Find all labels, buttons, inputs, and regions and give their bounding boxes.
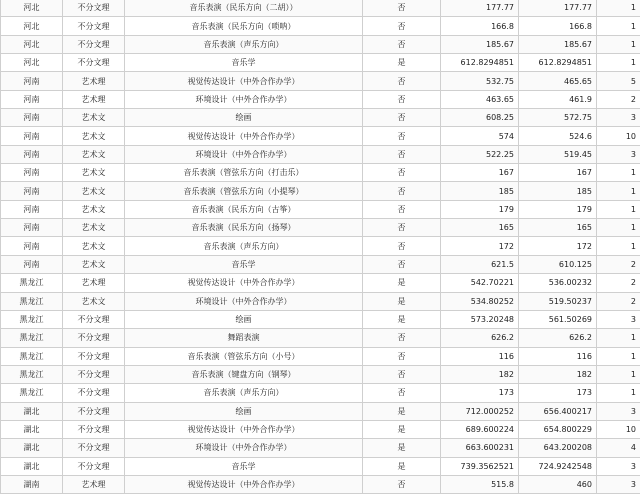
max-score-cell: 532.75 bbox=[441, 72, 519, 90]
table-row bbox=[1, 72, 640, 90]
province-cell: 河南 bbox=[1, 200, 63, 218]
major-cell: 音乐表演（管弦乐方向（打击乐） bbox=[125, 164, 363, 182]
sino-foreign-cell: 否 bbox=[363, 200, 441, 218]
sino-foreign-cell: 否 bbox=[363, 145, 441, 163]
province-cell: 黑龙江 bbox=[1, 365, 63, 383]
subject-type-cell: 不分文理 bbox=[63, 310, 125, 328]
table-row bbox=[1, 384, 640, 402]
min-score-cell: 173 bbox=[519, 384, 597, 402]
subject-type-cell: 艺术文 bbox=[63, 127, 125, 145]
table-row bbox=[1, 255, 640, 273]
min-score-cell: 179 bbox=[519, 200, 597, 218]
table-row bbox=[1, 182, 640, 200]
table-row bbox=[1, 347, 640, 365]
max-score-cell: 712.000252 bbox=[441, 402, 519, 420]
major-cell: 视觉传达设计（中外合作办学） bbox=[125, 127, 363, 145]
sino-foreign-cell: 是 bbox=[363, 54, 441, 72]
province-cell: 河北 bbox=[1, 54, 63, 72]
subject-type-cell: 不分文理 bbox=[63, 17, 125, 35]
subject-type-cell: 不分文理 bbox=[63, 329, 125, 347]
major-cell: 视觉传达设计（中外合作办学） bbox=[125, 420, 363, 438]
table-row bbox=[1, 475, 640, 493]
province-cell: 河南 bbox=[1, 219, 63, 237]
max-score-cell: 182 bbox=[441, 365, 519, 383]
sino-foreign-cell: 否 bbox=[363, 0, 441, 17]
min-score-cell: 185.67 bbox=[519, 35, 597, 53]
max-score-cell: 534.80252 bbox=[441, 292, 519, 310]
admitted-count-cell: 1 bbox=[597, 35, 640, 53]
table-row bbox=[1, 0, 640, 17]
table-row bbox=[1, 457, 640, 475]
table-row bbox=[1, 200, 640, 218]
min-score-cell: 524.6 bbox=[519, 127, 597, 145]
major-cell: 音乐表演（管弦乐方向（小号） bbox=[125, 347, 363, 365]
admitted-count-cell: 3 bbox=[597, 310, 640, 328]
min-score-cell: 116 bbox=[519, 347, 597, 365]
max-score-cell: 185.67 bbox=[441, 35, 519, 53]
min-score-cell: 656.400217 bbox=[519, 402, 597, 420]
sino-foreign-cell: 是 bbox=[363, 439, 441, 457]
subject-type-cell: 艺术理 bbox=[63, 90, 125, 108]
min-score-cell: 185 bbox=[519, 182, 597, 200]
admitted-count-cell: 1 bbox=[597, 0, 640, 17]
subject-type-cell: 艺术文 bbox=[63, 182, 125, 200]
admitted-count-cell: 1 bbox=[597, 347, 640, 365]
sino-foreign-cell: 否 bbox=[363, 329, 441, 347]
max-score-cell: 185 bbox=[441, 182, 519, 200]
major-cell: 音乐学 bbox=[125, 255, 363, 273]
max-score-cell: 612.8294851 bbox=[441, 54, 519, 72]
admitted-count-cell: 2 bbox=[597, 292, 640, 310]
major-cell: 绘画 bbox=[125, 402, 363, 420]
admitted-count-cell: 3 bbox=[597, 402, 640, 420]
table-row bbox=[1, 35, 640, 53]
max-score-cell: 177.77 bbox=[441, 0, 519, 17]
min-score-cell: 167 bbox=[519, 164, 597, 182]
sino-foreign-cell: 否 bbox=[363, 347, 441, 365]
province-cell: 河北 bbox=[1, 35, 63, 53]
table-row bbox=[1, 420, 640, 438]
major-cell: 音乐表演（民乐方向（古筝） bbox=[125, 200, 363, 218]
major-cell: 音乐表演（声乐方向） bbox=[125, 384, 363, 402]
sino-foreign-cell: 否 bbox=[363, 475, 441, 493]
subject-type-cell: 不分文理 bbox=[63, 0, 125, 17]
subject-type-cell: 艺术文 bbox=[63, 292, 125, 310]
major-cell: 环境设计（中外合作办学） bbox=[125, 90, 363, 108]
min-score-cell: 172 bbox=[519, 237, 597, 255]
major-cell: 音乐学 bbox=[125, 54, 363, 72]
admitted-count-cell: 3 bbox=[597, 109, 640, 127]
min-score-cell: 561.50269 bbox=[519, 310, 597, 328]
admitted-count-cell: 1 bbox=[597, 365, 640, 383]
admitted-count-cell: 3 bbox=[597, 145, 640, 163]
sino-foreign-cell: 否 bbox=[363, 72, 441, 90]
subject-type-cell: 艺术文 bbox=[63, 109, 125, 127]
major-cell: 舞蹈表演 bbox=[125, 329, 363, 347]
province-cell: 河南 bbox=[1, 109, 63, 127]
admitted-count-cell: 10 bbox=[597, 127, 640, 145]
major-cell: 视觉传达设计（中外合作办学） bbox=[125, 72, 363, 90]
admitted-count-cell: 1 bbox=[597, 54, 640, 72]
max-score-cell: 689.600224 bbox=[441, 420, 519, 438]
admitted-count-cell: 1 bbox=[597, 237, 640, 255]
major-cell: 视觉传达设计（中外合作办学） bbox=[125, 475, 363, 493]
province-cell: 湖北 bbox=[1, 457, 63, 475]
min-score-cell: 610.125 bbox=[519, 255, 597, 273]
province-cell: 黑龙江 bbox=[1, 310, 63, 328]
province-cell: 河南 bbox=[1, 127, 63, 145]
sino-foreign-cell: 否 bbox=[363, 17, 441, 35]
min-score-cell: 519.45 bbox=[519, 145, 597, 163]
sino-foreign-cell: 否 bbox=[363, 164, 441, 182]
major-cell: 环境设计（中外合作办学） bbox=[125, 145, 363, 163]
table-row bbox=[1, 292, 640, 310]
major-cell: 音乐表演（声乐方向） bbox=[125, 35, 363, 53]
table-row bbox=[1, 329, 640, 347]
max-score-cell: 165 bbox=[441, 219, 519, 237]
admitted-count-cell: 1 bbox=[597, 17, 640, 35]
major-cell: 环境设计（中外合作办学） bbox=[125, 439, 363, 457]
province-cell: 湖北 bbox=[1, 402, 63, 420]
sino-foreign-cell: 是 bbox=[363, 274, 441, 292]
sino-foreign-cell: 否 bbox=[363, 109, 441, 127]
max-score-cell: 574 bbox=[441, 127, 519, 145]
major-cell: 音乐表演（键盘方向（钢琴） bbox=[125, 365, 363, 383]
table-row bbox=[1, 90, 640, 108]
major-cell: 绘画 bbox=[125, 109, 363, 127]
max-score-cell: 621.5 bbox=[441, 255, 519, 273]
sino-foreign-cell: 否 bbox=[363, 384, 441, 402]
max-score-cell: 463.65 bbox=[441, 90, 519, 108]
admitted-count-cell: 3 bbox=[597, 475, 640, 493]
subject-type-cell: 不分文理 bbox=[63, 35, 125, 53]
min-score-cell: 519.50237 bbox=[519, 292, 597, 310]
sino-foreign-cell: 否 bbox=[363, 127, 441, 145]
min-score-cell: 182 bbox=[519, 365, 597, 383]
max-score-cell: 608.25 bbox=[441, 109, 519, 127]
max-score-cell: 739.3562521 bbox=[441, 457, 519, 475]
major-cell: 绘画 bbox=[125, 310, 363, 328]
table-row bbox=[1, 127, 640, 145]
admitted-count-cell: 1 bbox=[597, 164, 640, 182]
province-cell: 河南 bbox=[1, 255, 63, 273]
subject-type-cell: 不分文理 bbox=[63, 384, 125, 402]
admitted-count-cell: 2 bbox=[597, 274, 640, 292]
sino-foreign-cell: 否 bbox=[363, 255, 441, 273]
max-score-cell: 172 bbox=[441, 237, 519, 255]
subject-type-cell: 不分文理 bbox=[63, 54, 125, 72]
table-row bbox=[1, 109, 640, 127]
sino-foreign-cell: 是 bbox=[363, 310, 441, 328]
admitted-count-cell: 1 bbox=[597, 182, 640, 200]
max-score-cell: 663.600231 bbox=[441, 439, 519, 457]
admitted-count-cell: 2 bbox=[597, 255, 640, 273]
min-score-cell: 612.8294851 bbox=[519, 54, 597, 72]
admitted-count-cell: 3 bbox=[597, 457, 640, 475]
max-score-cell: 515.8 bbox=[441, 475, 519, 493]
province-cell: 河南 bbox=[1, 145, 63, 163]
major-cell: 音乐表演（民乐方向（唢呐） bbox=[125, 17, 363, 35]
province-cell: 黑龙江 bbox=[1, 329, 63, 347]
province-cell: 河南 bbox=[1, 237, 63, 255]
subject-type-cell: 艺术理 bbox=[63, 475, 125, 493]
admitted-count-cell: 10 bbox=[597, 420, 640, 438]
table-row bbox=[1, 402, 640, 420]
province-cell: 黑龙江 bbox=[1, 384, 63, 402]
subject-type-cell: 不分文理 bbox=[63, 365, 125, 383]
table-body bbox=[1, 0, 640, 494]
subject-type-cell: 不分文理 bbox=[63, 347, 125, 365]
admitted-count-cell: 5 bbox=[597, 72, 640, 90]
table-row bbox=[1, 237, 640, 255]
province-cell: 湖南 bbox=[1, 475, 63, 493]
province-cell: 黑龙江 bbox=[1, 274, 63, 292]
sino-foreign-cell: 是 bbox=[363, 402, 441, 420]
sino-foreign-cell: 是 bbox=[363, 457, 441, 475]
admitted-count-cell: 1 bbox=[597, 200, 640, 218]
sino-foreign-cell: 否 bbox=[363, 365, 441, 383]
subject-type-cell: 艺术文 bbox=[63, 164, 125, 182]
admitted-count-cell: 4 bbox=[597, 439, 640, 457]
province-cell: 河北 bbox=[1, 17, 63, 35]
table-row bbox=[1, 219, 640, 237]
max-score-cell: 522.25 bbox=[441, 145, 519, 163]
province-cell: 河北 bbox=[1, 0, 63, 17]
subject-type-cell: 不分文理 bbox=[63, 457, 125, 475]
sino-foreign-cell: 否 bbox=[363, 219, 441, 237]
subject-type-cell: 不分文理 bbox=[63, 439, 125, 457]
max-score-cell: 626.2 bbox=[441, 329, 519, 347]
sino-foreign-cell: 否 bbox=[363, 237, 441, 255]
major-cell: 音乐学 bbox=[125, 457, 363, 475]
subject-type-cell: 不分文理 bbox=[63, 420, 125, 438]
max-score-cell: 167 bbox=[441, 164, 519, 182]
major-cell: 音乐表演（声乐方向） bbox=[125, 237, 363, 255]
sino-foreign-cell: 否 bbox=[363, 90, 441, 108]
admitted-count-cell: 2 bbox=[597, 90, 640, 108]
table-row bbox=[1, 274, 640, 292]
province-cell: 黑龙江 bbox=[1, 347, 63, 365]
table-row bbox=[1, 54, 640, 72]
max-score-cell: 116 bbox=[441, 347, 519, 365]
subject-type-cell: 艺术理 bbox=[63, 72, 125, 90]
province-cell: 河南 bbox=[1, 72, 63, 90]
admitted-count-cell: 1 bbox=[597, 384, 640, 402]
major-cell: 音乐表演（民乐方向（扬琴） bbox=[125, 219, 363, 237]
min-score-cell: 461.9 bbox=[519, 90, 597, 108]
min-score-cell: 165 bbox=[519, 219, 597, 237]
province-cell: 湖北 bbox=[1, 420, 63, 438]
max-score-cell: 542.70221 bbox=[441, 274, 519, 292]
max-score-cell: 166.8 bbox=[441, 17, 519, 35]
table-row bbox=[1, 310, 640, 328]
sino-foreign-cell: 是 bbox=[363, 292, 441, 310]
table-row bbox=[1, 17, 640, 35]
min-score-cell: 626.2 bbox=[519, 329, 597, 347]
min-score-cell: 460 bbox=[519, 475, 597, 493]
sino-foreign-cell: 是 bbox=[363, 420, 441, 438]
major-cell: 音乐表演（民乐方向（二胡）） bbox=[125, 0, 363, 17]
subject-type-cell: 艺术理 bbox=[63, 274, 125, 292]
max-score-cell: 573.20248 bbox=[441, 310, 519, 328]
min-score-cell: 654.800229 bbox=[519, 420, 597, 438]
table-row bbox=[1, 164, 640, 182]
max-score-cell: 179 bbox=[441, 200, 519, 218]
min-score-cell: 166.8 bbox=[519, 17, 597, 35]
min-score-cell: 572.75 bbox=[519, 109, 597, 127]
subject-type-cell: 艺术文 bbox=[63, 237, 125, 255]
subject-type-cell: 艺术文 bbox=[63, 219, 125, 237]
province-cell: 河南 bbox=[1, 164, 63, 182]
sino-foreign-cell: 否 bbox=[363, 182, 441, 200]
major-cell: 环境设计（中外合作办学） bbox=[125, 292, 363, 310]
sino-foreign-cell: 否 bbox=[363, 35, 441, 53]
table-row bbox=[1, 365, 640, 383]
subject-type-cell: 艺术文 bbox=[63, 255, 125, 273]
admitted-count-cell: 1 bbox=[597, 219, 640, 237]
subject-type-cell: 艺术文 bbox=[63, 145, 125, 163]
province-cell: 湖北 bbox=[1, 439, 63, 457]
max-score-cell: 173 bbox=[441, 384, 519, 402]
province-cell: 河南 bbox=[1, 182, 63, 200]
subject-type-cell: 艺术文 bbox=[63, 200, 125, 218]
table-row bbox=[1, 439, 640, 457]
min-score-cell: 465.65 bbox=[519, 72, 597, 90]
major-cell: 视觉传达设计（中外合作办学） bbox=[125, 274, 363, 292]
admitted-count-cell: 1 bbox=[597, 329, 640, 347]
province-cell: 河南 bbox=[1, 90, 63, 108]
min-score-cell: 724.9242548 bbox=[519, 457, 597, 475]
min-score-cell: 177.77 bbox=[519, 0, 597, 17]
major-cell: 音乐表演（管弦乐方向（小提琴） bbox=[125, 182, 363, 200]
min-score-cell: 536.00232 bbox=[519, 274, 597, 292]
table-row bbox=[1, 145, 640, 163]
province-cell: 黑龙江 bbox=[1, 292, 63, 310]
subject-type-cell: 不分文理 bbox=[63, 402, 125, 420]
min-score-cell: 643.200208 bbox=[519, 439, 597, 457]
